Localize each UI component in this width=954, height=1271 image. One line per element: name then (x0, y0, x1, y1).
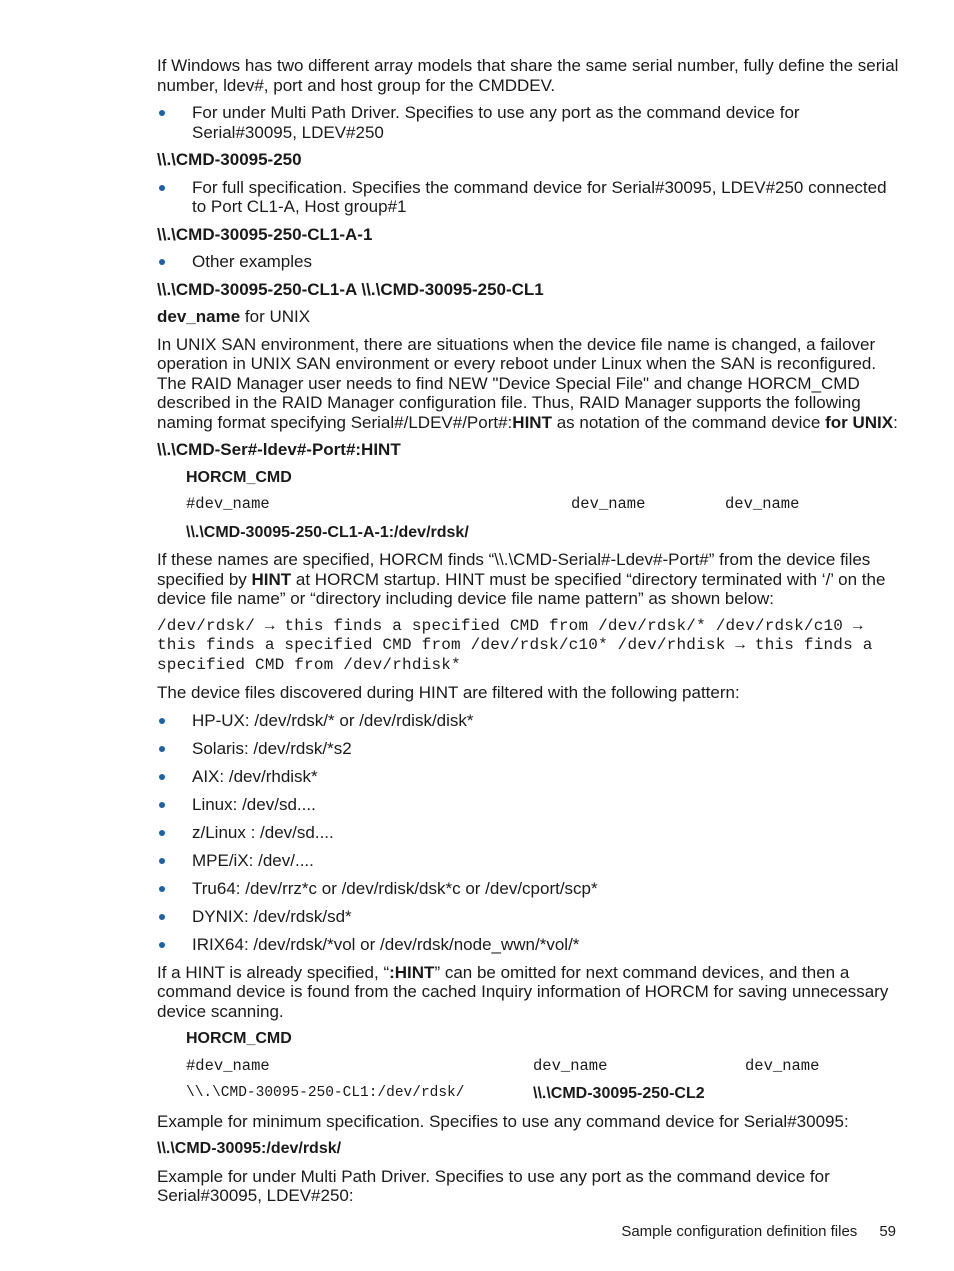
unix-paragraph: In UNIX SAN environment, there are situations when the device file name is changed, a failover operation in UNIX SAN environment or every reboot under Linux when the SAN is reconfigured. The RAID Manager user needs to find NEW "Device Special File" and change HORCM_CMD described in the RAID Manager configuration file. Thus, RAID Manager supports the following naming format specifying Serial#/LDEV#/Port#:HINT as notation of the command device for UNIX: (157, 334, 898, 432)
horcm-columns: #dev_name dev_name dev_name (186, 1056, 820, 1075)
bullet-list-3 (157, 252, 899, 272)
devname-heading: dev_name for UNIX (157, 307, 311, 326)
pattern-item: Tru64: /dev/rrz*c or /dev/rdisk/dsk*c or /dev/cport/scp* (157, 879, 899, 899)
horcm-cmd-label: HORCM_CMD (186, 1030, 292, 1047)
pattern-item: IRIX64: /dev/rdsk/*vol or /dev/rdsk/node_wwn/*vol/* (157, 935, 899, 955)
intro-paragraph: If Windows has two different array models that share the same serial number, fully define the serial number, ldev#, port and host group for the CMDDEV. (157, 56, 899, 95)
pattern-item: Solaris: /dev/rdsk/*s2 (157, 739, 899, 759)
min-spec-paragraph: Example for minimum specification. Specifies to use any command device for Serial#30095: (157, 1111, 849, 1131)
names-paragraph: If these names are specified, HORCM finds “\\.\CMD-Serial#-Ldev#-Port#” from the device files specified by HINT at HORCM startup. HINT must be specified “directory terminated with ‘/’ on the device file name” or “directory including device file name pattern” as shown below: (157, 550, 886, 608)
pattern-item: HP-UX: /dev/rdsk/* or /dev/rdisk/disk* (157, 711, 899, 731)
command-example: \\.\CMD-30095-250 (157, 150, 302, 169)
horcm-values: \\.\CMD-30095-250-CL1:/dev/rdsk/ \\.\CMD-30095-250-CL2 (186, 1085, 705, 1102)
bullet-item: Other examples (157, 252, 899, 272)
page-content (157, 56, 899, 1214)
command-example: \\.\CMD-30095-250-CL1-A-1 (157, 224, 373, 244)
hint-paragraph: If a HINT is already specified, “:HINT” can be omitted for next command devices, and then a command device is found from the cached Inquiry information of HORCM for saving unnecessary device scanning. (157, 962, 889, 1021)
page-number: 59 (879, 1223, 896, 1240)
pattern-item: AIX: /dev/rhdisk* (157, 767, 899, 787)
bullet-list-2 (157, 178, 899, 217)
pattern-list (157, 711, 899, 955)
mpd-paragraph: Example for under Multi Path Driver. Specifies to use any port as the command device for Serial#30095, LDEV#250: (157, 1166, 830, 1205)
filter-intro: The device files discovered during HINT are filtered with the following pattern: (157, 683, 740, 702)
bullet-item: For full specification. Specifies the command device for Serial#30095, LDEV#250 connected to Port CL1-A, Host group#1 (157, 178, 899, 217)
bullet-list-1 (157, 103, 899, 142)
horcm-value: \\.\CMD-30095-250-CL1-A-1:/dev/rdsk/ (186, 523, 469, 541)
command-example: \\.\CMD-30095:/dev/rdsk/ (157, 1140, 342, 1157)
page-footer (621, 1222, 896, 1242)
bullet-item: For under Multi Path Driver. Specifies to use any port as the command device for Serial#30095, LDEV#250 (157, 103, 899, 142)
pattern-item: Linux: /dev/sd.... (157, 795, 899, 815)
pattern-item: MPE/iX: /dev/.... (157, 851, 899, 871)
horcm-columns: #dev_name dev_name dev_name (186, 495, 800, 513)
command-example: \\.\CMD-Ser#-ldev#-Port#:HINT (157, 440, 401, 459)
pattern-item: DYNIX: /dev/rdsk/sd* (157, 907, 899, 927)
code-block: /dev/rdsk/ → this finds a specified CMD from /dev/rdsk/* /dev/rdsk/c10 → this finds a specified CMD from /dev/rdsk/c10* /dev/rhdisk → this finds a specified CMD from /dev/rhdisk* (157, 616, 873, 674)
horcm-cmd-label: HORCM_CMD (186, 468, 292, 486)
pattern-item: z/Linux : /dev/sd.... (157, 823, 899, 843)
command-example: \\.\CMD-30095-250-CL1-A \\.\CMD-30095-250-CL1 (157, 279, 544, 299)
footer-title: Sample configuration definition files (621, 1223, 858, 1240)
